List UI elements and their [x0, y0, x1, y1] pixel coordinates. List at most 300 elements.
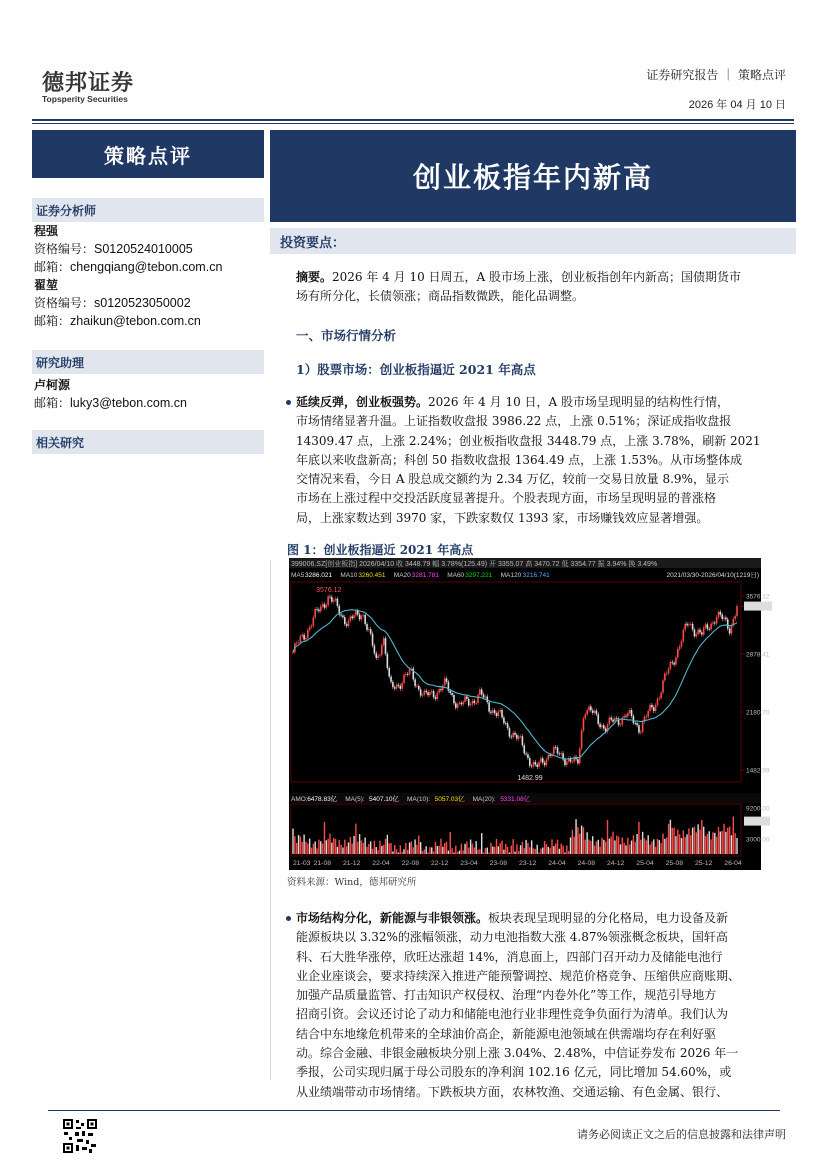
- volume-bar: [564, 853, 565, 855]
- volume-tick: 3000.00: [746, 836, 770, 844]
- candle-body: [459, 703, 461, 704]
- volume-bar: [409, 843, 410, 854]
- candle-body: [444, 678, 446, 685]
- volume-bar: [642, 832, 643, 854]
- volume-bar: [403, 849, 404, 854]
- candle-body: [470, 704, 472, 705]
- volume-bar: [361, 840, 362, 854]
- volume-bar: [472, 844, 473, 854]
- candle-body: [481, 689, 483, 694]
- volume-bar: [562, 846, 563, 854]
- volume-bar: [389, 843, 390, 854]
- candle-body: [429, 692, 431, 695]
- candle-body: [620, 725, 622, 726]
- volume-bar: [670, 820, 671, 854]
- volume-bar: [442, 847, 443, 854]
- figure-source: 资料来源：Wind，德邦研究所: [287, 877, 417, 888]
- volume-bar: [466, 841, 467, 854]
- volume-bar: [340, 845, 341, 854]
- candle-body: [381, 645, 383, 655]
- candle-body: [298, 642, 300, 643]
- volume-bar: [464, 844, 465, 854]
- volume-bar: [629, 845, 630, 854]
- volume-bar: [401, 852, 402, 854]
- candle-body: [483, 694, 485, 697]
- volume-bar: [546, 844, 547, 854]
- volume-bar: [579, 834, 580, 854]
- candle-body: [546, 759, 548, 765]
- volume-bar: [714, 833, 715, 854]
- x-tick: 21-08: [313, 860, 332, 867]
- x-tick: 23-08: [489, 860, 508, 867]
- volume-bar: [701, 820, 702, 854]
- bullet-dot: [286, 916, 291, 921]
- volume-bar: [664, 839, 665, 854]
- volume-bar: [614, 840, 615, 854]
- x-tick: 25-08: [665, 860, 684, 867]
- volume-bar: [315, 842, 316, 854]
- amo-label: AMO:: [291, 796, 308, 803]
- volume-bar: [416, 845, 417, 854]
- candle-body: [431, 691, 433, 692]
- header-rule: [32, 119, 794, 121]
- section-1-1-heading: 1）股票市场：创业板指逼近 2021 年高点: [296, 362, 536, 377]
- volume-bar: [673, 828, 674, 854]
- analyst-email[interactable]: chengqiang@tebon.com.cn: [70, 260, 223, 274]
- ma-legend: [291, 572, 550, 579]
- candle-body: [305, 638, 307, 640]
- candle-body: [440, 689, 442, 690]
- volume-bar: [487, 848, 488, 854]
- volume-bar: [501, 841, 502, 854]
- volume-bar: [496, 839, 497, 854]
- candle-body: [596, 711, 598, 715]
- section-1-heading: 一、市场行情分析: [296, 328, 397, 343]
- volume-bar: [697, 824, 698, 854]
- volume-bar: [659, 840, 660, 854]
- x-tick: 25-12: [694, 860, 713, 867]
- volume-bar: [446, 842, 447, 854]
- candle-body: [455, 703, 457, 708]
- volume-bar: [623, 843, 624, 854]
- candle-body: [335, 599, 337, 601]
- assistant: 卢柯源 邮箱：luky3@tebon.com.cn: [34, 378, 187, 410]
- volume-bar: [518, 851, 519, 854]
- candle-body: [686, 624, 688, 626]
- volume-bar: [529, 847, 530, 854]
- candle-body: [316, 609, 318, 610]
- volume-bar: [468, 848, 469, 854]
- candle-body: [363, 615, 365, 616]
- volume-bar: [598, 840, 599, 854]
- x-tick: 23-12: [518, 860, 537, 867]
- candle-body: [449, 691, 451, 693]
- volume-bar: [522, 842, 523, 854]
- volume-bar: [396, 849, 397, 854]
- volume-bar: [331, 843, 332, 854]
- volume-bar: [544, 841, 545, 854]
- volume-bar: [400, 845, 401, 854]
- candle-body: [710, 624, 712, 630]
- volume-bar: [675, 836, 676, 854]
- candle-body: [462, 702, 464, 704]
- candle-body: [683, 630, 685, 641]
- candle-body: [670, 662, 672, 669]
- volume-bar: [453, 853, 454, 855]
- volume-bar: [352, 844, 353, 854]
- logo-cn: 德邦证券: [42, 71, 135, 96]
- x-tick: 24-08: [577, 860, 596, 867]
- volume-bar: [509, 853, 510, 855]
- summary: 摘要。2026 年 4 月 10 日周五，A 股市场上涨，创业板指创年内新高；国债期货市 场有所分化，长债领涨；商品指数微跌，能化品调整。: [296, 270, 742, 304]
- volume-bar: [511, 846, 512, 854]
- volume-bar: [420, 842, 421, 854]
- volume-bar: [653, 839, 654, 854]
- candle-body: [649, 705, 651, 711]
- candle-body: [555, 747, 557, 748]
- low-label: 1482.99: [517, 775, 543, 782]
- volume-bar: [488, 853, 489, 855]
- candle-body: [331, 597, 333, 602]
- volume-bar: [459, 851, 460, 854]
- volume-bar: [736, 838, 737, 854]
- candle-body: [518, 736, 520, 738]
- candle-body: [313, 617, 315, 625]
- volume-bar: [575, 819, 576, 854]
- x-tick: 22-08: [401, 860, 420, 867]
- volume-bar: [649, 845, 650, 854]
- candle-body: [553, 747, 555, 754]
- volume-bar: [703, 827, 704, 854]
- candle-body: [396, 685, 398, 689]
- index-chart: [289, 558, 770, 870]
- candle-body: [647, 711, 649, 717]
- candle-body: [633, 716, 635, 723]
- candle-body: [734, 616, 736, 619]
- candle-body: [496, 713, 498, 716]
- candle-body: [721, 615, 723, 619]
- candle-body: [418, 686, 420, 689]
- candle-body: [527, 754, 529, 758]
- ma-value: 3297.221: [465, 572, 493, 579]
- candle-body: [307, 630, 309, 638]
- volume-bar: [481, 833, 482, 854]
- volume-bar: [296, 843, 297, 854]
- amo-value: 5331.08亿: [500, 796, 531, 803]
- volume-bar: [294, 836, 295, 854]
- x-tick: 21-03: [293, 860, 311, 867]
- volume-bar: [335, 839, 336, 854]
- volume-bar: [374, 841, 375, 854]
- volume-bar: [631, 841, 632, 854]
- volume-bar: [577, 827, 578, 854]
- volume-bar: [655, 847, 656, 854]
- volume-bar: [398, 853, 399, 855]
- x-tick: 26-04: [724, 860, 742, 867]
- volume-bar: [648, 835, 649, 854]
- volume-bar: [662, 834, 663, 854]
- volume-bar: [572, 830, 573, 854]
- volume-bar: [612, 832, 613, 854]
- candle-body: [326, 605, 328, 608]
- volume-bar: [292, 829, 293, 855]
- volume-tick: 9200.00: [746, 805, 770, 813]
- candle-body: [610, 718, 612, 720]
- amo-label: MA(10):: [407, 796, 431, 803]
- candle-body: [492, 710, 494, 713]
- amo-value: 6478.83亿: [307, 796, 338, 803]
- volume-bar: [688, 828, 689, 854]
- volume-bar: [350, 837, 351, 854]
- volume-bar: [533, 848, 534, 854]
- volume-bar: [592, 836, 593, 854]
- volume-bar: [590, 841, 591, 854]
- candle-body: [668, 669, 670, 674]
- volume-bar: [672, 828, 673, 854]
- amo-label: MA(20):: [472, 796, 496, 803]
- candle-body: [566, 761, 568, 765]
- candle-body: [314, 609, 316, 617]
- volume-bar: [625, 845, 626, 854]
- volume-bar: [609, 839, 610, 854]
- volume-bar: [407, 850, 408, 854]
- candle-body: [318, 610, 320, 612]
- candle-body: [488, 702, 490, 711]
- volume-bar: [470, 840, 471, 854]
- candle-body: [451, 693, 453, 695]
- volume-bar: [685, 837, 686, 854]
- candle-body: [364, 615, 366, 624]
- volume-bar: [531, 840, 532, 854]
- volume-bar: [413, 847, 414, 854]
- candle-body: [309, 627, 311, 630]
- volume-bar: [368, 844, 369, 854]
- volume-bar: [514, 852, 515, 854]
- candle-body: [646, 717, 648, 718]
- candle-body: [498, 712, 500, 716]
- volume-bar: [524, 848, 525, 854]
- volume-bar: [585, 840, 586, 854]
- candle-body: [512, 733, 514, 737]
- candle-body: [594, 711, 596, 713]
- candle-body: [544, 763, 546, 766]
- chart-top-bar: 399006.SZ[创业板指] 2026/04/10 收 3448.79 幅 3.78%(125.49) 开 3355.07 高 3470.72 低 3354.77 振 3.94% 换 3.49%: [291, 561, 658, 568]
- analyst-email[interactable]: zhaikun@tebon.com.cn: [70, 314, 201, 328]
- volume-bar: [326, 840, 327, 854]
- candle-body: [712, 623, 714, 624]
- volume-bar: [448, 851, 449, 854]
- volume-bar: [394, 845, 395, 854]
- candle-body: [383, 638, 385, 645]
- volume-bar: [311, 848, 312, 854]
- footer-rule: [48, 1110, 780, 1111]
- ma-label: MA120: [500, 572, 522, 579]
- ma-value: 3281.781: [411, 572, 439, 579]
- x-tick: 25-04: [636, 860, 654, 867]
- volume-bar: [492, 846, 493, 854]
- candle-body: [720, 612, 722, 615]
- volume-bar: [588, 840, 589, 854]
- chart-svg: [289, 558, 770, 870]
- volume-bar: [490, 843, 491, 854]
- candle-body: [392, 682, 394, 687]
- volume-bar: [385, 839, 386, 854]
- candle-body: [609, 718, 611, 725]
- volume-bar: [599, 847, 600, 854]
- volume-bar: [551, 839, 552, 854]
- candle-body: [542, 758, 544, 762]
- volume-bar: [377, 850, 378, 854]
- volume-bar: [370, 841, 371, 854]
- x-tick: 24-04: [548, 860, 566, 867]
- volume-bar: [633, 835, 634, 854]
- volume-bar: [707, 834, 708, 854]
- candle-body: [697, 630, 699, 634]
- candle-body: [505, 723, 507, 724]
- assistant-email[interactable]: luky3@tebon.com.cn: [70, 396, 187, 410]
- related-section-head[interactable]: 相关研究: [32, 430, 264, 454]
- volume-bar: [450, 832, 451, 854]
- bullet-1-label: 延续反弹，创业板强势。: [296, 395, 429, 409]
- volume-bar: [627, 838, 628, 854]
- volume-bar: [366, 847, 367, 854]
- volume-bar: [505, 844, 506, 854]
- candle-body: [357, 611, 359, 615]
- candle-body: [359, 614, 361, 619]
- candle-body: [725, 618, 727, 620]
- amo-value: 5407.10亿: [369, 796, 399, 803]
- candle-body: [696, 634, 698, 636]
- volume-bar: [540, 849, 541, 854]
- ma-value: 3260.451: [358, 572, 386, 579]
- volume-bar: [444, 843, 445, 854]
- figure-title: 图 1：创业板指逼近 2021 年高点: [287, 543, 474, 557]
- candle-body: [597, 714, 599, 724]
- volume-bar: [479, 849, 480, 854]
- candle-body: [651, 705, 653, 708]
- candle-body: [472, 701, 474, 705]
- volume-bar: [555, 844, 556, 854]
- left-banner: 策略点评: [32, 130, 264, 178]
- volume-bar: [666, 837, 667, 854]
- candle-body: [523, 745, 525, 753]
- candle-body: [372, 634, 374, 646]
- volume-bar: [411, 841, 412, 854]
- volume-bar: [342, 847, 343, 854]
- candle-body: [533, 762, 535, 766]
- candle-body: [514, 733, 516, 735]
- analyst-name: 程强: [34, 224, 59, 238]
- candle-body: [407, 674, 409, 675]
- candle-body: [736, 606, 738, 616]
- candle-body: [390, 677, 392, 682]
- ma-label: MA60: [447, 572, 465, 579]
- assistant-section-head: 研究助理: [32, 350, 264, 374]
- volume-bar: [729, 827, 730, 854]
- volume-bar: [568, 851, 569, 854]
- candle-body: [485, 697, 487, 698]
- volume-bar: [542, 848, 543, 854]
- candle-body: [540, 758, 542, 762]
- candle-body: [529, 758, 531, 766]
- volume-bar: [324, 822, 325, 854]
- candle-body: [616, 718, 618, 719]
- candle-body: [703, 628, 705, 635]
- candle-body: [400, 686, 402, 689]
- ma-label: MA5: [291, 572, 305, 579]
- candle-body: [684, 624, 686, 630]
- candle-body: [499, 710, 501, 712]
- candle-body: [629, 710, 631, 713]
- volume-bar: [668, 824, 669, 854]
- candle-body: [466, 696, 468, 699]
- volume-bar: [716, 837, 717, 854]
- candle-body: [507, 723, 509, 728]
- candle-body: [659, 698, 661, 699]
- volume-bar: [561, 844, 562, 854]
- candle-body: [474, 701, 476, 703]
- analyst-1: 程强 资格编号：S0120524010005 邮箱：chengqiang@tebon.com.cn: [34, 224, 223, 274]
- candle-body: [346, 624, 348, 626]
- price-tick: 2878.41: [746, 651, 770, 659]
- candle-body: [601, 725, 603, 727]
- candle-body: [716, 617, 718, 623]
- volume-bar: [309, 838, 310, 854]
- volume-bar: [570, 837, 571, 854]
- candle-body: [461, 703, 463, 704]
- candle-body: [642, 722, 644, 732]
- volume-bar: [483, 853, 484, 855]
- volume-bar: [603, 840, 604, 854]
- volume-bar: [381, 846, 382, 854]
- candle-body: [599, 724, 601, 727]
- volume-bar: [429, 847, 430, 854]
- candle-body: [535, 762, 537, 765]
- volume-bar: [431, 847, 432, 854]
- header-rule-thin: [32, 123, 794, 124]
- volume-bar: [302, 842, 303, 854]
- candle-body: [564, 760, 566, 765]
- volume-bar: [720, 832, 721, 854]
- volume-bar: [503, 850, 504, 854]
- amo-legend: [291, 794, 531, 803]
- candle-body: [368, 629, 370, 630]
- volume-bar: [390, 843, 391, 854]
- candle-body: [468, 699, 470, 705]
- candle-body: [723, 618, 725, 619]
- volume-bar: [583, 827, 584, 854]
- volume-bar: [500, 843, 501, 854]
- candle-body: [560, 753, 562, 754]
- volume-bar: [692, 828, 693, 854]
- volume-bar: [507, 847, 508, 854]
- ma-label: MA20: [393, 572, 411, 579]
- candle-body: [559, 754, 561, 755]
- price-tick: 1482.99: [746, 767, 770, 775]
- candle-body: [705, 624, 707, 627]
- candle-body: [603, 725, 605, 728]
- candle-body: [675, 657, 677, 664]
- volume-bar: [677, 830, 678, 854]
- candle-body: [631, 710, 633, 716]
- analyst-name: 翟堃: [34, 278, 59, 292]
- candle-body: [520, 736, 522, 737]
- volume-bar: [313, 844, 314, 854]
- volume-bar: [440, 839, 441, 854]
- candle-body: [344, 617, 346, 624]
- volume-bar: [427, 853, 428, 855]
- logo-en: Topsperity Securities: [42, 94, 128, 104]
